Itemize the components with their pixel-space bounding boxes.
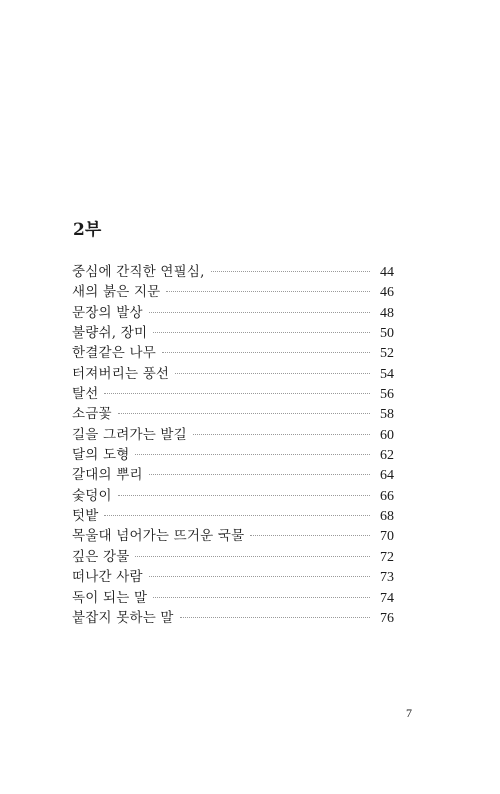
toc-entry[interactable] — [72, 567, 394, 587]
toc-entry-page: 73 — [380, 570, 394, 586]
toc-entry-title: 새의 붉은 지문 — [72, 284, 161, 301]
toc-entry-title: 소금꽃 — [72, 406, 112, 423]
dot-leader — [175, 373, 370, 374]
toc-entry-page: 48 — [380, 305, 394, 321]
toc-entry[interactable] — [72, 465, 394, 485]
toc-entry-title: 독이 되는 말 — [72, 589, 148, 606]
toc-entry-title: 문장의 발상 — [72, 304, 143, 321]
toc-entry-title: 갈대의 뿌리 — [72, 467, 143, 484]
toc-entry-title: 깊은 강물 — [72, 548, 130, 565]
toc-entry[interactable] — [72, 547, 394, 567]
toc-entry-title: 불량쉬, 장미 — [72, 325, 148, 342]
toc-entry-title: 한결같은 나무 — [72, 345, 156, 362]
toc-entry[interactable] — [72, 588, 394, 608]
toc-entry-page: 72 — [380, 549, 394, 565]
dot-leader — [104, 393, 370, 394]
toc-entry-title: 목울대 넘어가는 뜨거운 국물 — [72, 528, 245, 545]
dot-leader — [135, 454, 370, 455]
toc-entry[interactable] — [72, 323, 394, 343]
toc-entry[interactable] — [72, 384, 394, 404]
dot-leader — [153, 332, 370, 333]
toc-entry-page: 52 — [380, 346, 394, 362]
toc-entry-page: 50 — [380, 326, 394, 342]
toc-entry-title: 숯덩이 — [72, 487, 112, 504]
page-number: 7 — [406, 706, 412, 720]
toc-entry-page: 76 — [380, 610, 394, 626]
toc-entry[interactable] — [72, 526, 394, 546]
dot-leader — [149, 312, 370, 313]
toc-entry[interactable] — [72, 303, 394, 323]
toc-entry-page: 46 — [380, 285, 394, 301]
toc-entry-page: 58 — [380, 407, 394, 423]
toc-entry[interactable] — [72, 282, 394, 302]
dot-leader — [180, 617, 370, 618]
toc-entry-page: 44 — [380, 265, 394, 280]
dot-leader — [153, 597, 370, 598]
dot-leader — [104, 515, 370, 516]
toc-entry[interactable] — [72, 262, 394, 282]
dot-leader — [250, 535, 370, 536]
dot-leader — [135, 556, 370, 557]
toc-entry-title: 텃밭 — [72, 508, 99, 525]
dot-leader — [149, 576, 370, 577]
toc-entry-title: 붙잡지 못하는 말 — [72, 609, 174, 626]
toc-entry-page: 74 — [380, 590, 394, 606]
toc-entry-title: 터져버리는 풍선 — [72, 365, 170, 382]
toc-entry[interactable] — [72, 404, 394, 424]
table-of-contents — [72, 262, 394, 628]
toc-entry-page: 56 — [380, 387, 394, 403]
dot-leader — [162, 352, 370, 353]
toc-entry-page: 66 — [380, 488, 394, 504]
dot-leader — [193, 434, 370, 435]
toc-entry[interactable] — [72, 343, 394, 363]
dot-leader — [166, 291, 370, 292]
dot-leader — [149, 474, 370, 475]
toc-entry[interactable] — [72, 425, 394, 445]
toc-entry-page: 62 — [380, 448, 394, 464]
toc-entry[interactable] — [72, 486, 394, 506]
toc-entry-page: 68 — [380, 509, 394, 525]
toc-entry-page: 70 — [380, 529, 394, 545]
toc-entry[interactable] — [72, 364, 394, 384]
toc-entry-title: 탈선 — [72, 386, 99, 403]
dot-leader — [118, 495, 370, 496]
toc-entry-title: 떠나간 사람 — [72, 569, 143, 586]
toc-entry[interactable] — [72, 445, 394, 465]
toc-entry-page: 60 — [380, 427, 394, 443]
part-heading: 2부 — [73, 220, 102, 240]
toc-entry-page: 54 — [380, 366, 394, 382]
toc-entry-title: 길을 그려가는 발길 — [72, 426, 187, 443]
dot-leader — [211, 271, 370, 272]
toc-entry[interactable] — [72, 506, 394, 526]
toc-entry-title: 달의 도형 — [72, 447, 130, 464]
toc-entry[interactable] — [72, 608, 394, 628]
toc-entry-page: 64 — [380, 468, 394, 484]
toc-entry-title: 중심에 간직한 연필심, — [72, 264, 205, 280]
dot-leader — [118, 413, 370, 414]
